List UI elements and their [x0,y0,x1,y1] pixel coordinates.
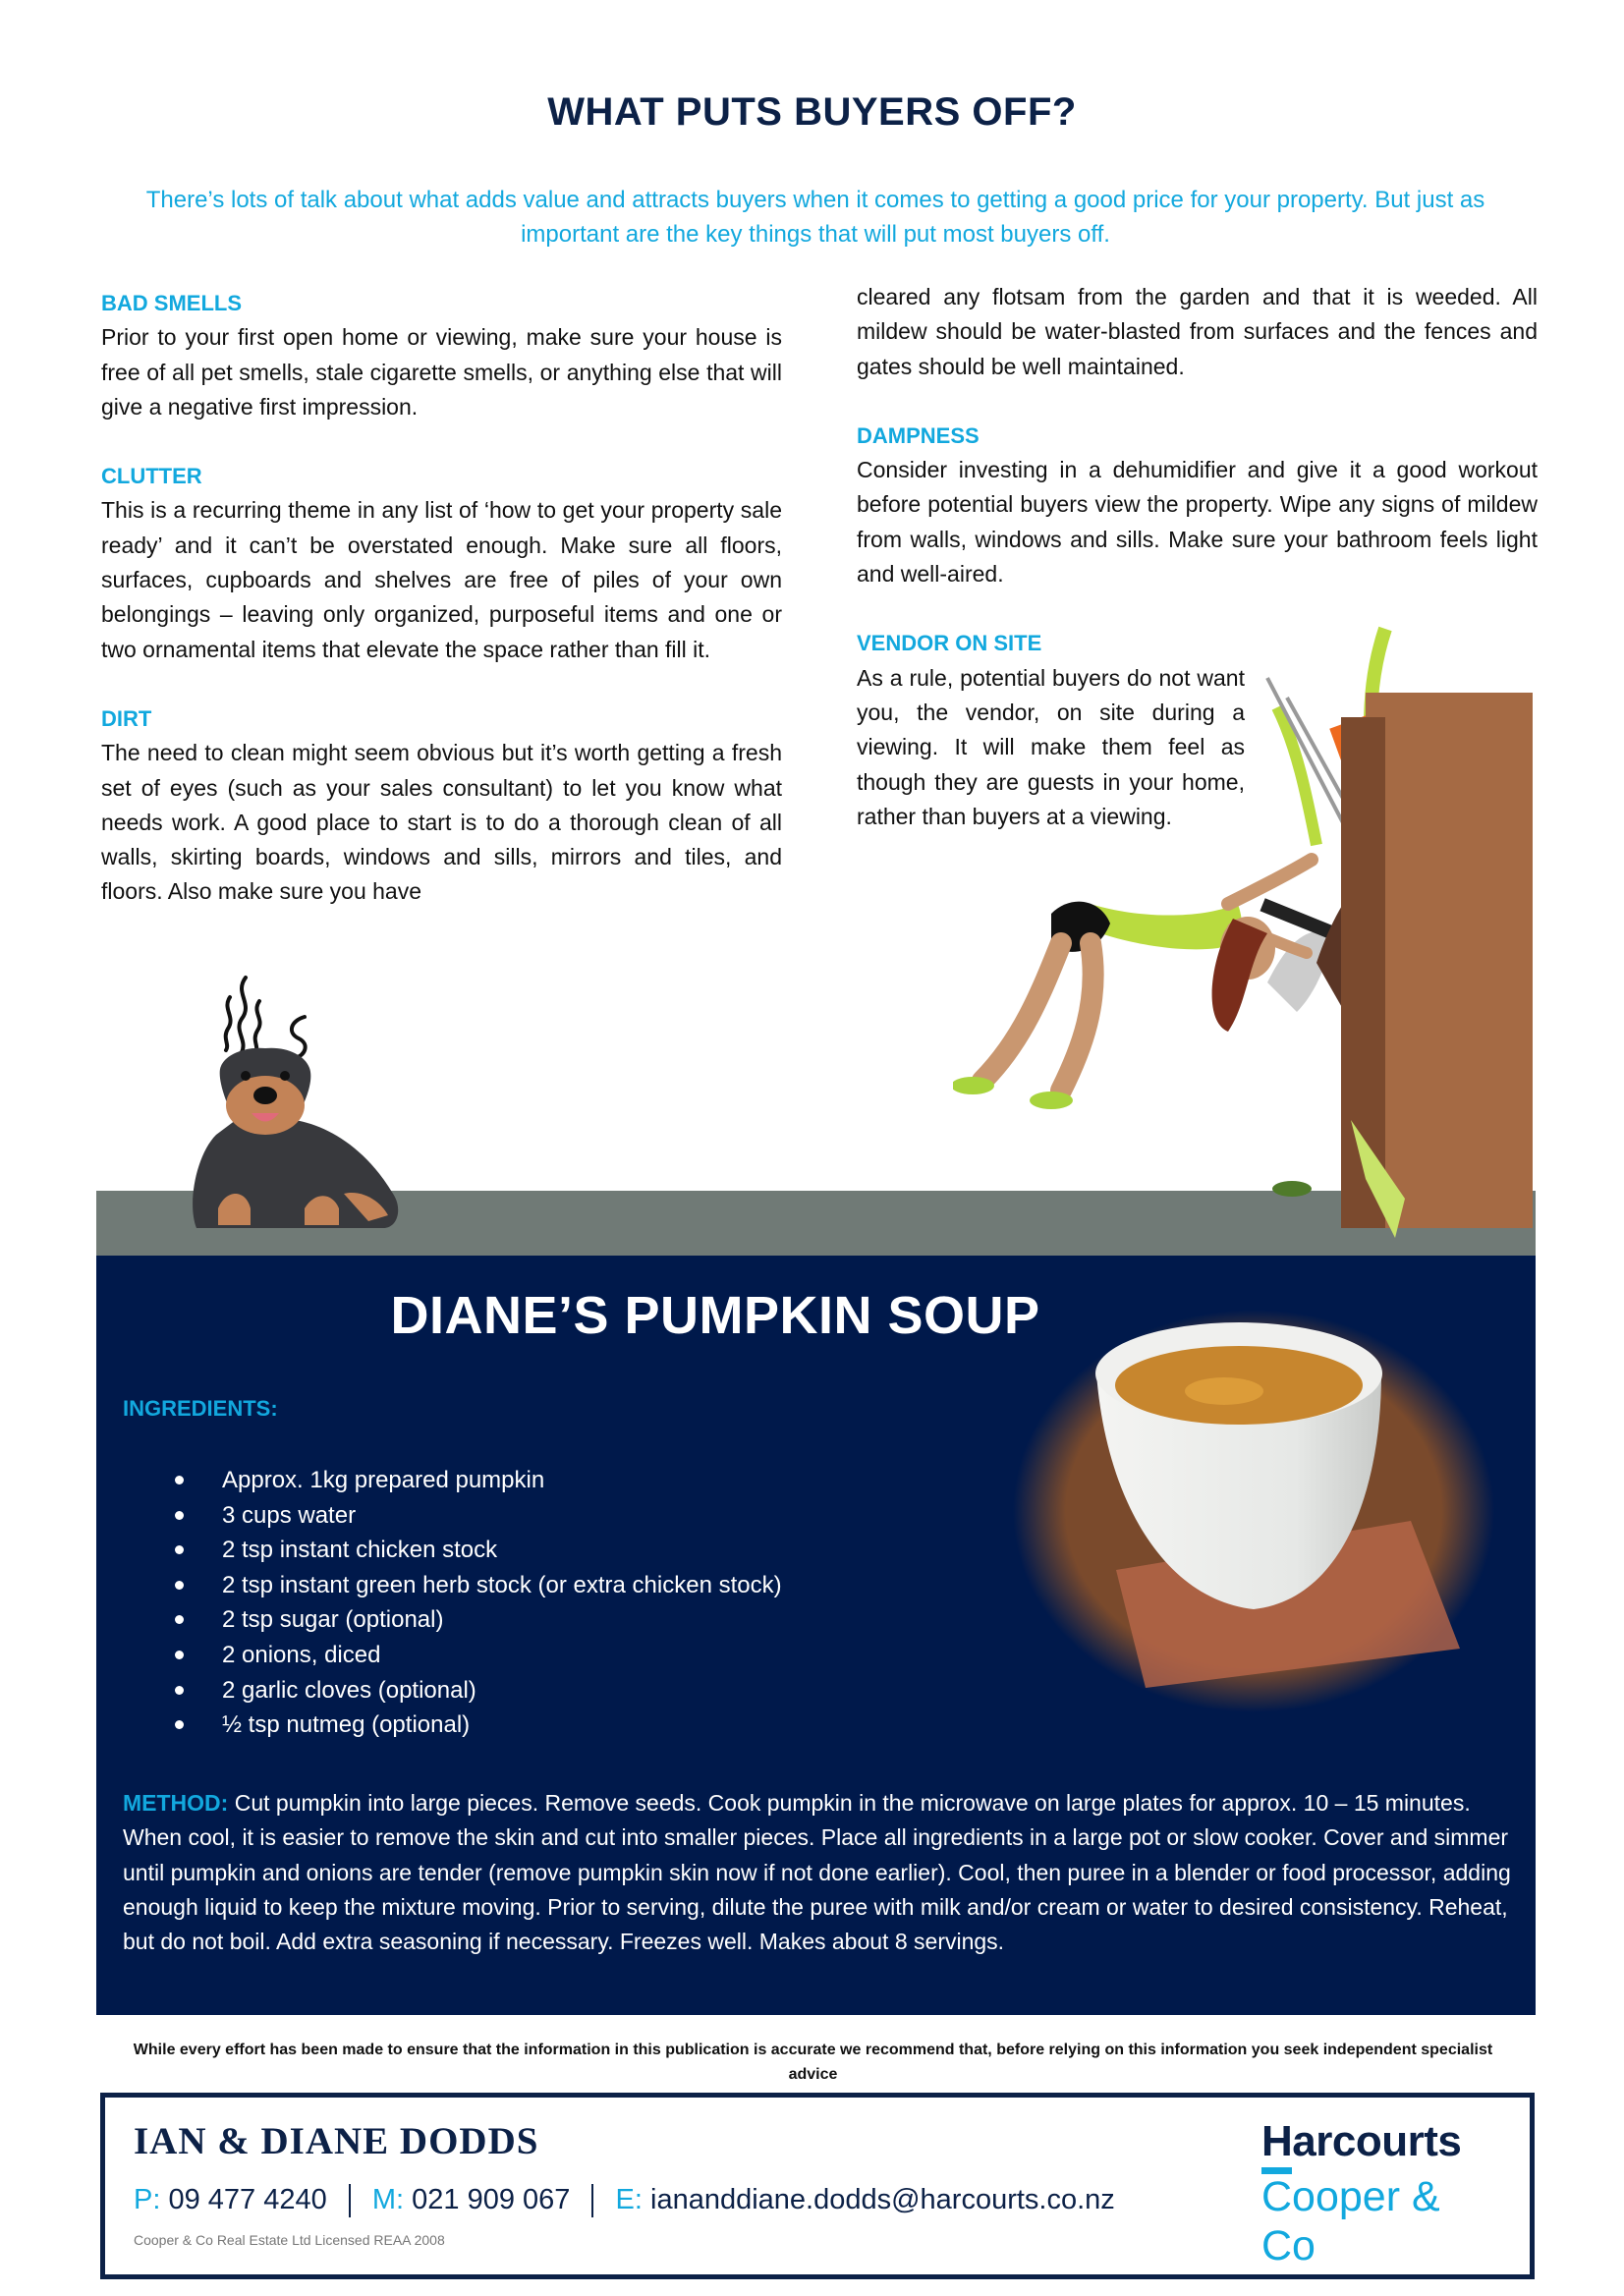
harcourts-logo [1261,2119,1487,2270]
method-text: Cut pumpkin into large pieces. Remove seeds. Cook pumpkin in the microwave on large plates for approx. 10 – 15 minutes. When cool, it is easier to remove the skin and cut into smaller pieces. Place all ingredients in a large pot or slow cooker. Cover and simmer until pumpkin and onions are tender (remove pumpkin skin now if not done earlier). Cool, then puree in a blender or food processor, adding enough liquid to keep the mixture moving. Prior to serving, dilute the puree with milk and/or cream or water to desired consistency. Reheat, but do not boil. Add extra seasoning if necessary. Freezes well. Makes about 8 servings. [123,1790,1511,1955]
dog-illustration [157,958,422,1243]
intro-paragraph: There’s lots of talk about what adds value and attracts buyers when it comes to getting a good price for your property. But just as important are the key things that will put most buyers off. [145,187,1485,248]
ingredient-item: 3 cups water [96,1498,782,1534]
section-heading-vendor-on-site: VENDOR ON SITE [857,631,1042,656]
ingredient-item: 2 tsp instant chicken stock [96,1533,782,1568]
divider [591,2184,593,2217]
section-body-bad-smells: Prior to your first open home or viewing, make sure your house is free of all pet smells, stale cigarette smells, or anything else that will give a negative first impression. [101,324,782,420]
email-address[interactable]: iananddiane.dodds@harcourts.co.nz [642,2184,1115,2215]
method-label: METHOD: [123,1790,229,1816]
logo-harcourts-text: Harcourts [1261,2117,1462,2165]
logo-cooper-text: Cooper & Co [1261,2173,1440,2269]
bullet-icon [175,1581,184,1590]
section-body-dirt-continued: cleared any flotsam from the garden and that it is weeded. All mildew should be water-blasted from surfaces and the fences and gates should be well maintained. [857,284,1538,379]
section-heading-clutter: CLUTTER [101,464,202,489]
disclaimer: While every effort has been made to ensure that the information in this publication is accurate we recommend that, before relying on this information you seek independent specialist advice [133,2042,1493,2083]
ingredient-item: 2 onions, diced [96,1638,782,1673]
bullet-icon [175,1545,184,1554]
phone-number[interactable]: 09 477 4240 [160,2184,327,2215]
bullet-icon [175,1651,184,1659]
ingredient-item: 2 tsp sugar (optional) [96,1602,782,1638]
section-body-dirt: The need to clean might seem obvious but it’s worth getting a fresh set of eyes (such as your sales consultant) to let you know what needs work. A good place to start is to do a thorough clean of all walls, skirting boards, windows and sills, mirrors and tiles, and floors. Also make sure you have [101,740,782,905]
recipe-panel [96,1256,1536,2015]
email-label: E: [615,2184,643,2215]
mobile-label: M: [371,2184,405,2215]
section-body-clutter: This is a recurring theme in any list of ‘how to get your property sale ready’ and it can’t be overstated enough. Make sure all floors, surfaces, cupboards and shelves are free of piles of your own belongings – leaving only organized, purposeful items and one or two ornamental items that elevate the space rather than fill it. [101,497,782,662]
ingredients-label: INGREDIENTS: [123,1396,278,1421]
section-heading-bad-smells: BAD SMELLS [101,291,242,315]
phone-label: P: [134,2184,161,2215]
ingredient-item: Approx. 1kg prepared pumpkin [96,1463,782,1498]
smell-lines-icon [226,978,306,1058]
ingredient-item: ½ tsp nutmeg (optional) [96,1708,782,1743]
section-heading-dirt: DIRT [101,705,152,731]
mobile-number[interactable]: 021 909 067 [404,2184,571,2215]
section-body-vendor-on-site: As a rule, potential buyers do not want you, the vendor, on site during a viewing. It will make them feel as though they are guests in your home, rather than buyers at a viewing. [857,664,1245,829]
ingredient-item: 2 tsp instant green herb stock (or extra chicken stock) [96,1568,782,1603]
bullet-icon [175,1511,184,1520]
divider [349,2184,351,2217]
bullet-icon [175,1686,184,1695]
license-text: Cooper & Co Real Estate Ltd Licensed REAA 2008 [134,2232,445,2248]
section-body-dampness: Consider investing in a dehumidifier and give it a good workout before potential buyers view the property. Wipe any signs of mildew from walls, windows and sills. Make sure your bathroom feels light and well-aired. [857,457,1538,588]
dog-icon [193,1048,398,1228]
ingredients-list [96,1463,782,1743]
agent-footer [100,2093,1535,2279]
agent-name: IAN & DIANE DODDS [134,2120,539,2162]
ingredient-item: 2 garlic cloves (optional) [96,1673,782,1708]
method-paragraph [123,1786,1513,1959]
closet-illustration [953,609,1538,1258]
woman-icon [953,860,1312,1197]
bullet-icon [175,1615,184,1624]
contact-line [134,2184,1115,2217]
recipe-title: DIANE’S PUMPKIN SOUP [390,1286,1040,1345]
bullet-icon [175,1476,184,1484]
section-heading-dampness: DAMPNESS [857,422,980,448]
article-column-left [101,286,782,944]
bullet-icon [175,1720,184,1729]
page-title: WHAT PUTS BUYERS OFF? [547,90,1077,134]
soup-bowl-photo [998,1275,1509,1717]
closet-icon [1341,693,1533,1238]
